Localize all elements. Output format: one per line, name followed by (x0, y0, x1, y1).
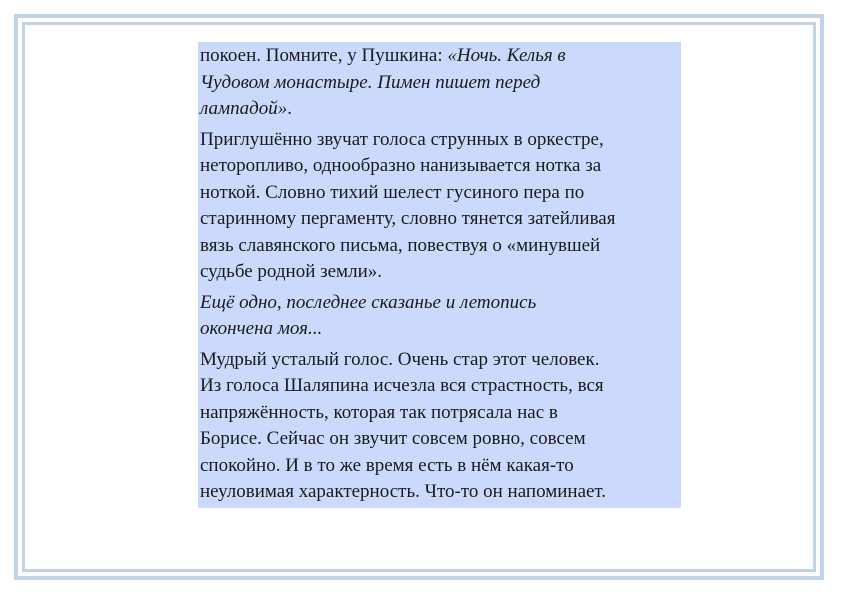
text-line (200, 290, 681, 317)
text-line (200, 153, 681, 180)
text-line (200, 347, 681, 374)
text-segment: неторопливо, однообразно нанизывается нотка за (200, 155, 602, 176)
text-segment: ноткой. Словно тихий шелест гусиного пера по (200, 181, 585, 203)
italic-text-segment: окончена моя... (200, 318, 323, 339)
text-segment: старинному пергаменту, словно тянется затейливая (200, 208, 616, 229)
text-segment: Мудрый усталый голос. Очень стар этот человек. (200, 348, 600, 370)
text-line (200, 180, 681, 207)
italic-text-segment: Чудовом монастыре. Пимен пишет перед (200, 71, 541, 93)
text-segment: неуловимая характерность. Что-то он напоминает. (200, 481, 607, 502)
text-line (200, 206, 681, 233)
text-paragraph (200, 347, 681, 506)
text-segment: покоен. Помните, у Пушкина: (200, 45, 448, 66)
text-line (200, 373, 681, 400)
text-line (200, 43, 681, 70)
text-segment: Приглушённо звучат голоса струнных в оркестре, (200, 128, 604, 150)
text-segment: напряжённость, которая так потрясала нас в (200, 401, 558, 423)
italic-text-segment: «Ночь. Келья в (447, 45, 566, 66)
text-line (200, 233, 681, 260)
text-line (200, 127, 681, 154)
text-line (200, 400, 681, 427)
text-paragraph (200, 43, 681, 123)
text-line (200, 316, 681, 343)
text-line (200, 453, 681, 480)
text-line (200, 479, 681, 506)
text-line (200, 70, 681, 97)
text-line (200, 259, 681, 286)
text-line (200, 96, 681, 123)
highlighted-text-block (198, 42, 681, 508)
italic-text-segment: Ещё одно, последнее сказанье и летопись (200, 291, 537, 313)
text-paragraph (200, 290, 681, 343)
text-segment: . (287, 98, 293, 119)
text-segment: вязь славянского письма, повествуя о «минувшей (200, 234, 601, 256)
italic-text-segment: лампадой» (200, 98, 288, 119)
text-segment: Из голоса Шаляпина исчезла вся страстность, вся (200, 375, 604, 396)
text-segment: спокойно. И в то же время есть в нём какая-то (200, 454, 574, 476)
text-segment: Борисе. Сейчас он звучит совсем ровно, совсем (200, 428, 586, 449)
text-segment: судьбе родной земли». (200, 261, 382, 282)
text-line (200, 426, 681, 453)
text-paragraph (200, 127, 681, 286)
